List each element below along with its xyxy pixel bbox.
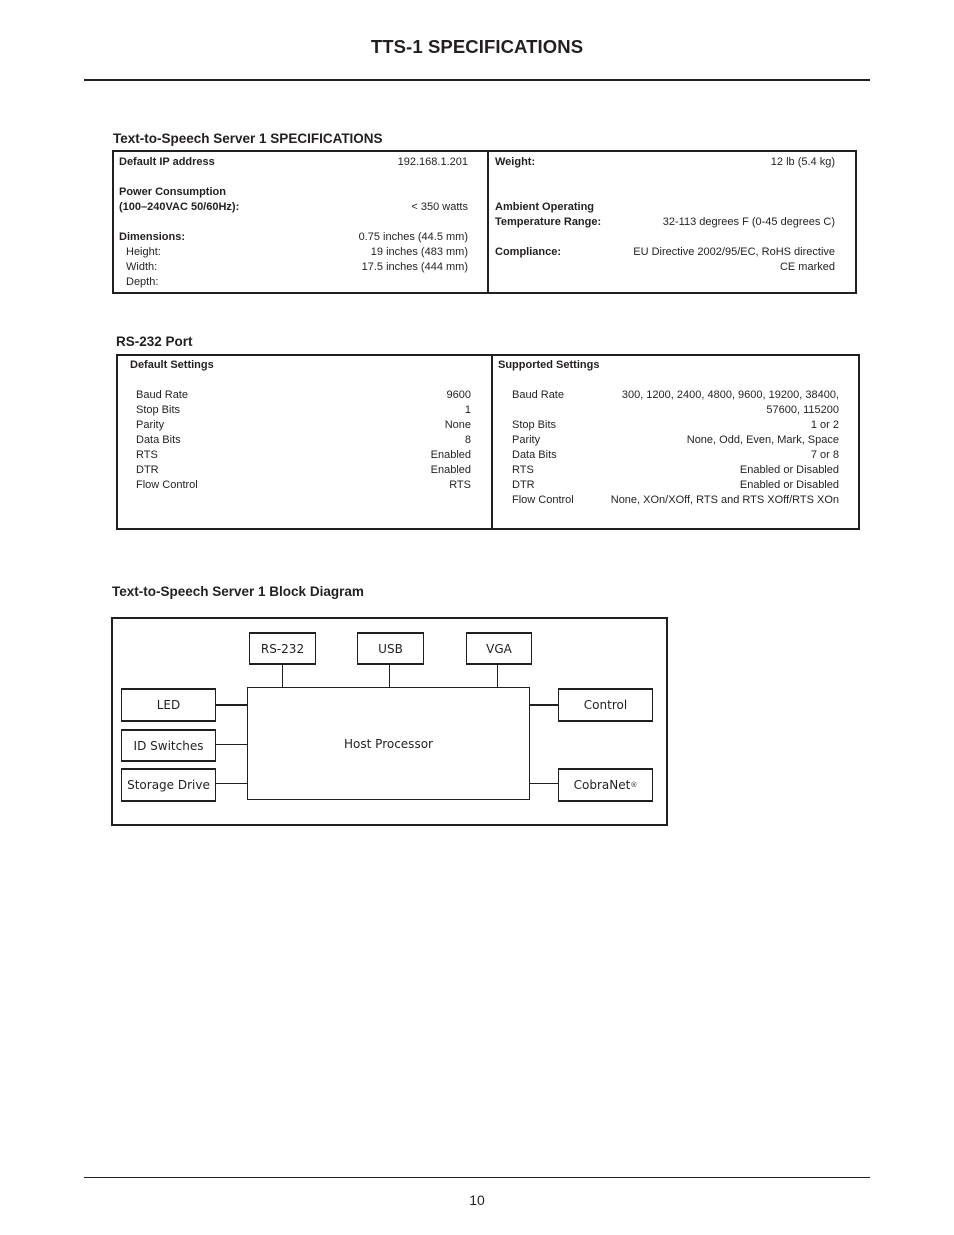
dimension-value: 19 inches (483 mm): [370, 246, 468, 258]
cobranet-block: [558, 768, 653, 802]
connector: [497, 664, 498, 688]
specs-divider: [487, 151, 489, 293]
connector: [215, 783, 247, 784]
compliance-value: EU Directive 2002/95/EC, RoHS directive: [633, 246, 835, 258]
rs232-divider: [491, 355, 493, 529]
power-label-1: Power Consumption: [119, 186, 226, 198]
id-switches-block: [121, 729, 216, 762]
setting-label: Stop Bits: [512, 419, 557, 431]
page-number: 10: [469, 1192, 485, 1208]
setting-label: Data Bits: [136, 434, 181, 446]
connector: [215, 704, 247, 706]
setting-value: Enabled or Disabled: [739, 464, 839, 476]
vga-block: [466, 632, 532, 665]
settings-row: [136, 463, 472, 478]
setting-label: Baud Rate: [136, 389, 188, 401]
default-settings-header: Default Settings: [130, 359, 214, 371]
setting-value: 300, 1200, 2400, 4800, 9600, 19200, 38400,: [621, 389, 839, 401]
connector: [529, 783, 559, 784]
compliance-value: CE marked: [779, 261, 835, 273]
setting-label: Data Bits: [512, 449, 557, 461]
depth-label: Depth:: [126, 276, 159, 288]
setting-label: DTR: [136, 464, 159, 476]
dimension-value: 17.5 inches (444 mm): [361, 261, 468, 273]
diagram-heading: Text-to-Speech Server 1 Block Diagram: [112, 584, 364, 599]
power-value: < 350 watts: [411, 201, 468, 213]
setting-value: None, Odd, Even, Mark, Space: [686, 434, 839, 446]
block-label: ID Switches: [133, 738, 204, 753]
block-label: Control: [583, 698, 628, 712]
setting-value: None: [444, 419, 471, 431]
setting-label: Flow Control: [136, 479, 198, 491]
dimension-value: 0.75 inches (44.5 mm): [358, 231, 468, 243]
settings-row: [512, 418, 839, 433]
block-label: VGA: [486, 641, 512, 656]
default-settings-list: [136, 388, 472, 493]
connector: [215, 744, 247, 745]
power-label-2: (100–240VAC 50/60Hz):: [119, 201, 240, 213]
storage-drive-block: [121, 768, 216, 802]
connector: [389, 664, 390, 688]
setting-label: RTS: [512, 464, 534, 476]
supported-settings-list: [512, 418, 839, 508]
control-block: [558, 688, 653, 722]
temp-label-2: Temperature Range:: [495, 216, 602, 228]
setting-value: 8: [464, 434, 471, 446]
temp-value: 32-113 degrees F (0-45 degrees C): [662, 216, 835, 228]
setting-value: 7 or 8: [810, 449, 839, 461]
settings-row: [136, 478, 472, 493]
setting-value: Enabled: [430, 449, 471, 461]
settings-row: [512, 448, 839, 463]
settings-row: [512, 433, 839, 448]
setting-label: DTR: [512, 479, 535, 491]
connector: [529, 704, 559, 706]
led-block: [121, 688, 216, 722]
page-title: TTS-1 SPECIFICATIONS: [370, 36, 584, 57]
rs232-heading: RS-232 Port: [116, 334, 193, 349]
host-processor-block: [247, 687, 530, 800]
block-label: Host Processor: [344, 737, 433, 751]
settings-row: [136, 433, 472, 448]
setting-value: None, XOn/XOff, RTS and RTS XOff/RTS XOn: [610, 494, 839, 506]
setting-value: 57600, 115200: [766, 404, 839, 416]
setting-label: Stop Bits: [136, 404, 181, 416]
setting-label: Parity: [512, 434, 541, 446]
registered-mark: ®: [630, 781, 638, 789]
setting-value: RTS: [449, 479, 471, 491]
usb-block: [357, 632, 424, 665]
setting-label: Parity: [136, 419, 165, 431]
height-label: Height:: [126, 246, 161, 258]
temp-label-1: Ambient Operating: [495, 201, 595, 213]
settings-row: [512, 493, 839, 508]
settings-row: [136, 388, 472, 403]
rs232-block: [249, 632, 316, 665]
block-label: USB: [378, 641, 403, 656]
footer-rule: [84, 1177, 870, 1178]
weight-label: Weight:: [495, 156, 536, 168]
connector: [282, 664, 283, 688]
settings-row: [136, 448, 472, 463]
setting-label: Baud Rate: [512, 389, 564, 401]
compliance-label: Compliance:: [495, 246, 562, 258]
setting-label: RTS: [136, 449, 158, 461]
setting-value: 1: [464, 404, 471, 416]
setting-value: Enabled or Disabled: [739, 479, 839, 491]
setting-value: 1 or 2: [810, 419, 839, 431]
setting-label: Flow Control: [512, 494, 574, 506]
weight-value: 12 lb (5.4 kg): [770, 156, 835, 168]
header-rule: [84, 79, 870, 81]
dimensions-label: Dimensions:: [119, 231, 186, 243]
setting-value: Enabled: [430, 464, 471, 476]
specs-heading: Text-to-Speech Server 1 SPECIFICATIONS: [113, 131, 383, 146]
block-label: RS-232: [260, 641, 305, 656]
settings-row: [512, 463, 839, 478]
settings-row: [512, 478, 839, 493]
settings-row: [136, 418, 472, 433]
width-label: Width:: [126, 261, 158, 273]
block-label: LED: [156, 698, 181, 712]
block-label: Storage Drive: [127, 778, 210, 792]
setting-value: 9600: [446, 389, 471, 401]
block-label: CobraNet: [573, 778, 631, 792]
ip-label: Default IP address: [119, 156, 215, 168]
settings-row: [136, 403, 472, 418]
ip-value: 192.168.1.201: [397, 156, 468, 168]
supported-settings-header: Supported Settings: [498, 359, 600, 371]
